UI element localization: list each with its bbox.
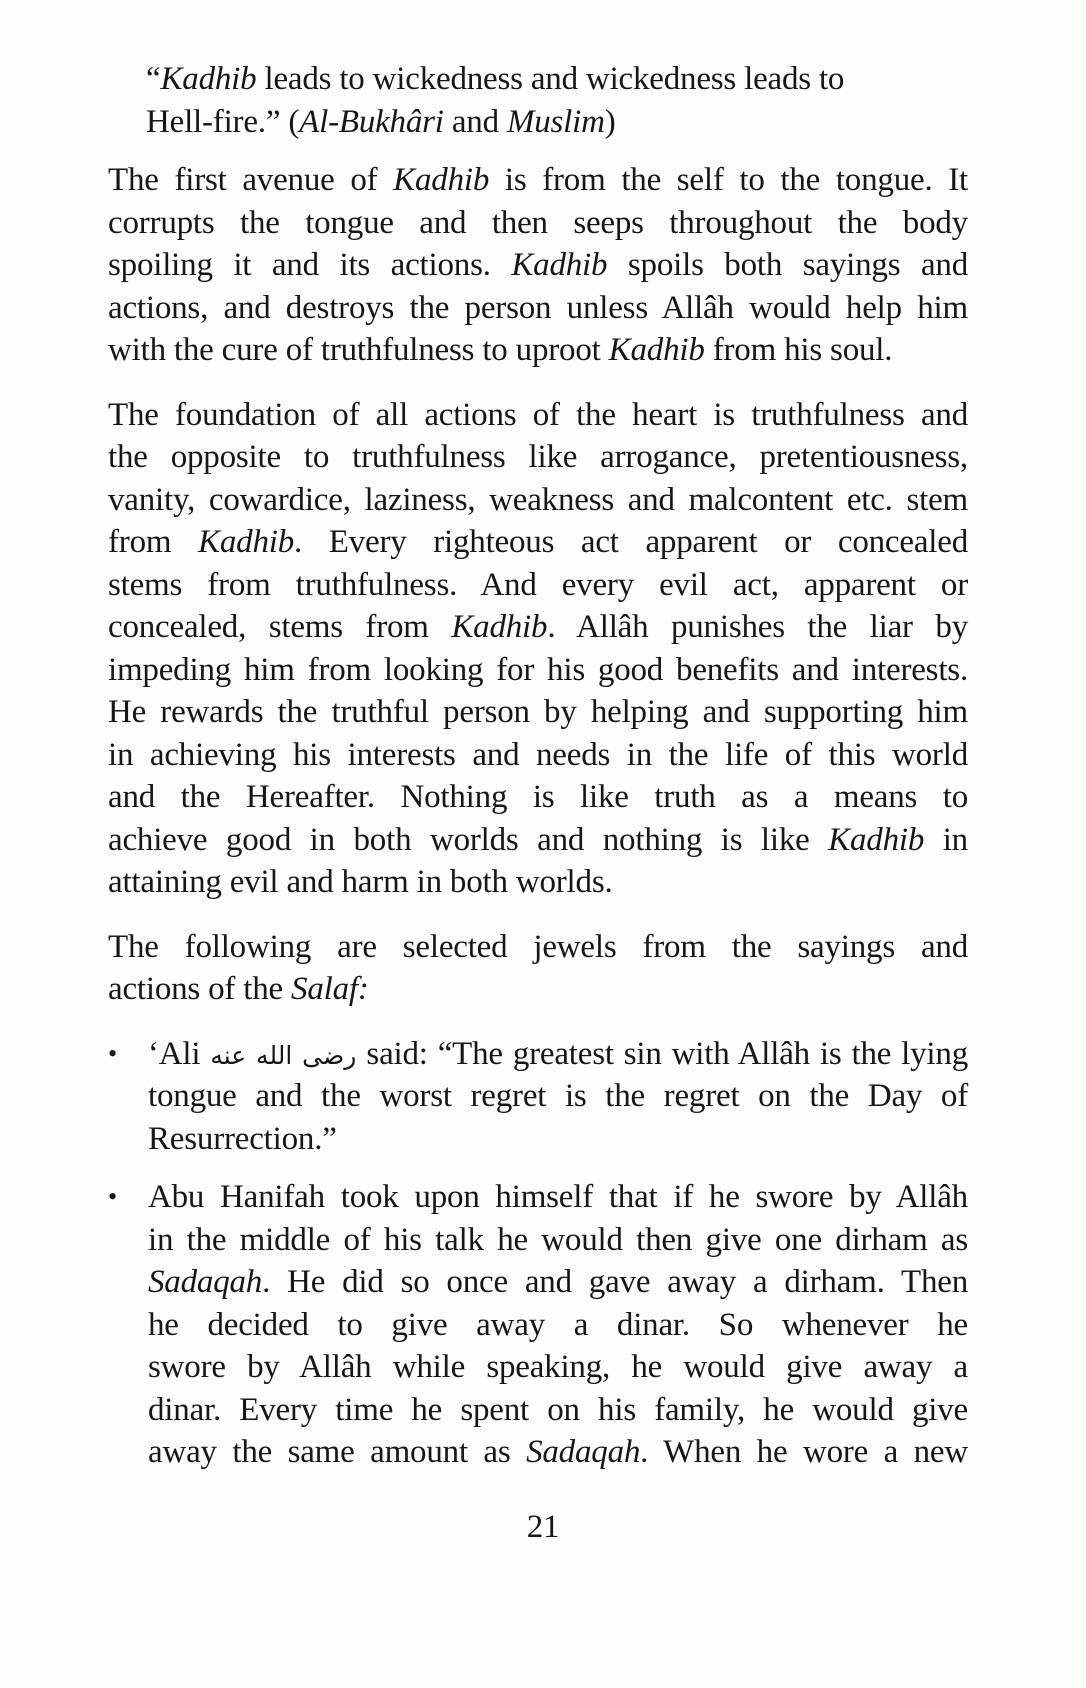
text-run: He rewards the truthful person by helping and supporting him (108, 694, 968, 730)
text-line (148, 1431, 968, 1474)
text-line (108, 287, 968, 330)
text-run: in the middle of his talk he would then give one dirham as (148, 1221, 968, 1258)
paragraph (108, 394, 968, 904)
text-run: tongue and the worst regret is the regret on the Day of (148, 1078, 968, 1114)
text-run: said: “The greatest sin with Allâh is the lying (356, 1035, 969, 1072)
bullet-marker: • (108, 1182, 117, 1211)
text-run: attaining evil and harm in both worlds. (108, 864, 613, 900)
text-run: in achieving his interests and needs in the life of this world (108, 736, 968, 773)
text-line (148, 1176, 968, 1219)
text-run: and the Hereafter. Nothing is like truth as a means to (108, 779, 968, 815)
text-line (108, 202, 968, 245)
text-run: from his soul. (704, 332, 893, 368)
text-line (108, 329, 968, 372)
bullet-marker: • (108, 1038, 117, 1068)
text-line (108, 776, 968, 819)
text-run: vanity, cowardice, laziness, weakness and malcontent etc. stem (108, 481, 968, 518)
quote-line (146, 101, 946, 144)
italic-term: Kadhib (198, 524, 295, 560)
text-run: Abu Hanifah took upon himself that if he swore by Allâh (148, 1179, 968, 1215)
text-run: “ (146, 61, 161, 97)
text-run: Resurrection.” (148, 1120, 337, 1157)
text-line (108, 564, 968, 607)
text-run: stems from truthfulness. And every evil act, apparent or (108, 566, 968, 603)
text-line (108, 394, 968, 437)
text-line (108, 926, 968, 969)
text-line (108, 521, 968, 564)
text-line (108, 968, 968, 1011)
italic-term: Kadhib (393, 162, 490, 198)
text-line (148, 1033, 968, 1076)
text-run: actions of the (108, 971, 292, 1007)
text-line (148, 1075, 968, 1118)
bullet-text (148, 1033, 968, 1161)
paragraph (108, 159, 968, 372)
bullet-text (148, 1176, 968, 1474)
italic-term: Kadhib (451, 609, 548, 645)
italic-term: Sadaqah (526, 1434, 641, 1470)
text-run: achieve good in both worlds and nothing is like (108, 821, 829, 858)
text-run: The following are selected jewels from the sayings and (108, 928, 968, 965)
page-number: 21 (526, 1509, 560, 1545)
text-line (108, 159, 968, 202)
arabic-honorific: رضى الله عنه (210, 1040, 357, 1070)
italic-term: Salaf: (291, 971, 369, 1007)
italic-term: Kadhib (511, 247, 608, 283)
text-run: concealed, stems from (108, 609, 452, 645)
text-line (148, 1118, 968, 1161)
text-run: ) (604, 103, 616, 140)
paragraph (108, 926, 968, 1011)
text-run: . Allâh punishes the liar by (547, 609, 968, 645)
italic-term: Kadhib (160, 61, 257, 97)
text-line (108, 244, 968, 287)
text-run: away the same amount as (148, 1434, 527, 1470)
text-run: ‘Ali (148, 1035, 211, 1072)
text-run: . When he wore a new (640, 1434, 968, 1470)
text-run: impeding him from looking for his good benefits and interests. (108, 651, 968, 688)
text-line (108, 734, 968, 777)
text-run: swore by Allâh while speaking, he would give away a (148, 1349, 968, 1385)
text-run: The first avenue of (108, 162, 394, 198)
italic-term: Kadhib (828, 821, 925, 858)
italic-term: Kadhib (608, 332, 705, 368)
text-run: Hell-fire.” ( (146, 103, 300, 140)
text-run: actions, and destroys the person unless Allâh would help him (108, 289, 968, 326)
text-run: spoiling it and its actions. (108, 247, 512, 283)
italic-term: Muslim (506, 103, 605, 140)
text-run: with the cure of truthfulness to uproot (108, 332, 609, 368)
text-run: from (108, 524, 199, 560)
text-line (108, 691, 968, 734)
text-line (148, 1219, 968, 1262)
text-run: is from the self to the tongue. It (489, 162, 968, 198)
text-line (148, 1346, 968, 1389)
text-line (108, 606, 968, 649)
text-line (108, 479, 968, 522)
text-run: and (443, 103, 507, 140)
text-column (108, 58, 968, 1490)
text-run: the opposite to truthfulness like arrogance, pretentiousness, (108, 439, 968, 475)
text-run: corrupts the tongue and then seeps throughout the body (108, 204, 968, 241)
italic-term: Al-Bukhâri (299, 103, 444, 140)
text-run: dinar. Every time he spent on his family, he would give (148, 1391, 968, 1428)
bullet-item (108, 1176, 968, 1474)
text-line (148, 1389, 968, 1432)
text-line (108, 861, 968, 904)
bullet-item (108, 1033, 968, 1161)
text-run: leads to wickedness and wickedness leads to (256, 61, 845, 97)
text-line (108, 436, 968, 479)
text-run: in (924, 821, 968, 858)
text-run: he decided to give away a dinar. So whenever he (148, 1306, 968, 1343)
body-blocks (108, 159, 968, 1474)
text-run: . He did so once and gave away a dirham. Then (262, 1264, 968, 1300)
text-run: The foundation of all actions of the heart is truthfulness and (108, 396, 968, 433)
text-line (108, 819, 968, 862)
text-line (108, 649, 968, 692)
text-line (148, 1261, 968, 1304)
text-run: . Every righteous act apparent or concealed (294, 524, 968, 560)
text-run: spoils both sayings and (607, 247, 968, 283)
quote-line (146, 58, 946, 101)
quote-block (146, 58, 946, 143)
text-line (148, 1304, 968, 1347)
italic-term: Sadaqah (148, 1264, 263, 1300)
